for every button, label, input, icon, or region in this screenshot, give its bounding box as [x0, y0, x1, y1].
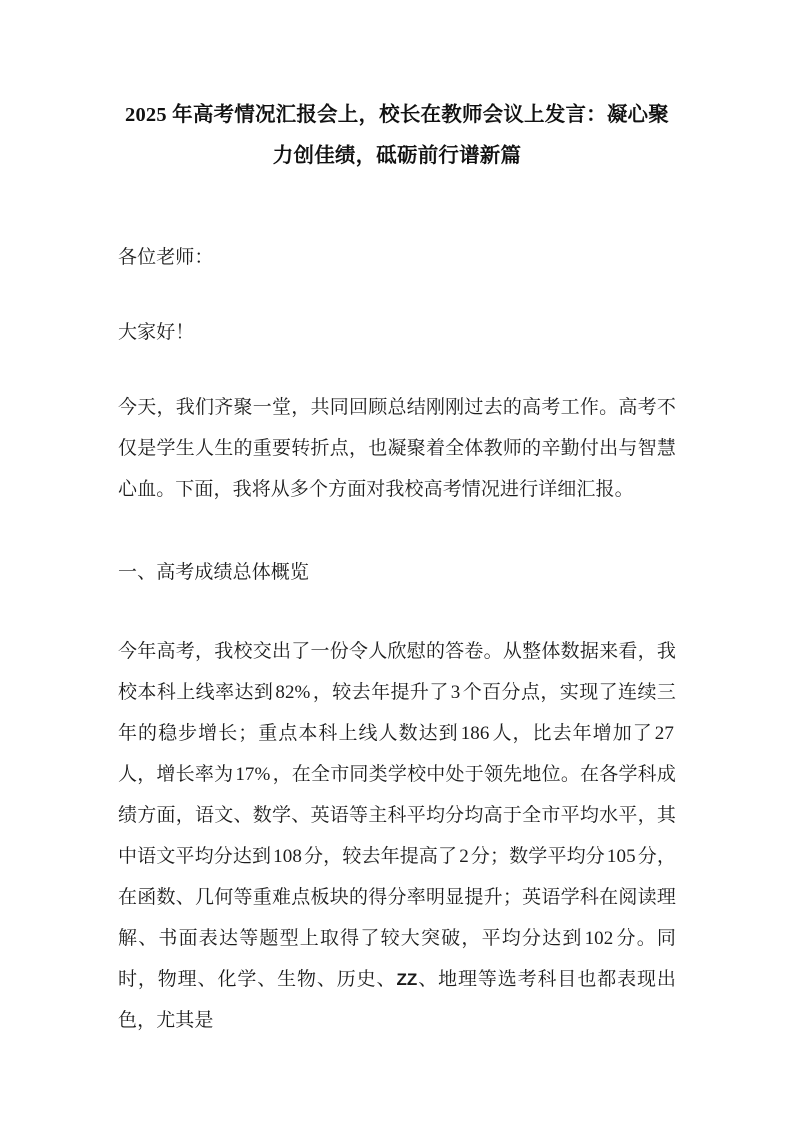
section-heading-overview: 一、高考成绩总体概览	[118, 562, 310, 583]
value-chinese-gain: 2	[459, 846, 469, 867]
overview-segment-10: 分。同时，物理、化学、生物、历史、	[118, 928, 676, 990]
value-english-avg: 102	[584, 928, 614, 949]
page-title	[118, 0, 676, 177]
value-math-avg: 105	[606, 846, 636, 867]
value-undergrad-rate: 82%	[275, 682, 311, 703]
redacted-subject-token: ZZ	[396, 970, 418, 989]
overview-segment-5: 人，增长率为	[118, 764, 234, 785]
greeting-opening: 大家好！	[118, 322, 195, 343]
value-chinese-avg: 108	[273, 846, 302, 867]
overview-segment-1: 今年高考，我校交出了一份令人欣慰的答卷。从整体数据来看，我校本科上线率达到	[118, 641, 676, 703]
document-text-column	[118, 0, 676, 1041]
overview-segment-11: 、地理等选考科目也都表现出色，尤其是	[118, 969, 676, 1031]
value-key-undergrad-count: 186	[460, 723, 490, 744]
overview-segment-3: 个百分点，实现了连续三年的稳步增长；重点本科上线人数达到	[118, 682, 676, 744]
overview-paragraph	[118, 593, 676, 1041]
value-growth-rate: 17%	[235, 764, 271, 785]
greeting-salutation: 各位老师：	[118, 247, 214, 268]
overview-segment-8: 分；数学平均分	[470, 846, 605, 867]
page-title-text: 2025 年高考情况汇报会上，校长在教师会议上发言：凝心聚力创佳绩，砥砺前行谱新篇	[125, 104, 669, 167]
overview-segment-6: ，在全市同类学校中处于领先地位。在各学科成绩方面，语文、数学、英语等主科平均分均高于全市平均水平，其中语文平均分达到	[118, 764, 676, 867]
overview-segment-4: 人，比去年增加了	[491, 723, 653, 744]
value-percentage-points: 3	[450, 682, 461, 703]
intro-paragraph: 今天，我们齐聚一堂，共同回顾总结刚刚过去的高考工作。高考不仅是学生人生的重要转折点，也凝聚着全体教师的辛勤付出与智慧心血。下面，我将从多个方面对我校高考情况进行详细汇报。	[118, 397, 676, 500]
overview-segment-9: 分，在函数、几何等重难点板块的得分率明显提升；英语学科在阅读理解、书面表达等题型上取得了较大突破，平均分达到	[118, 846, 676, 949]
overview-segment-2: ，较去年提升了	[312, 682, 449, 703]
overview-segment-7: 分，较去年提高了	[303, 846, 458, 867]
value-increase-count: 27	[654, 723, 674, 744]
